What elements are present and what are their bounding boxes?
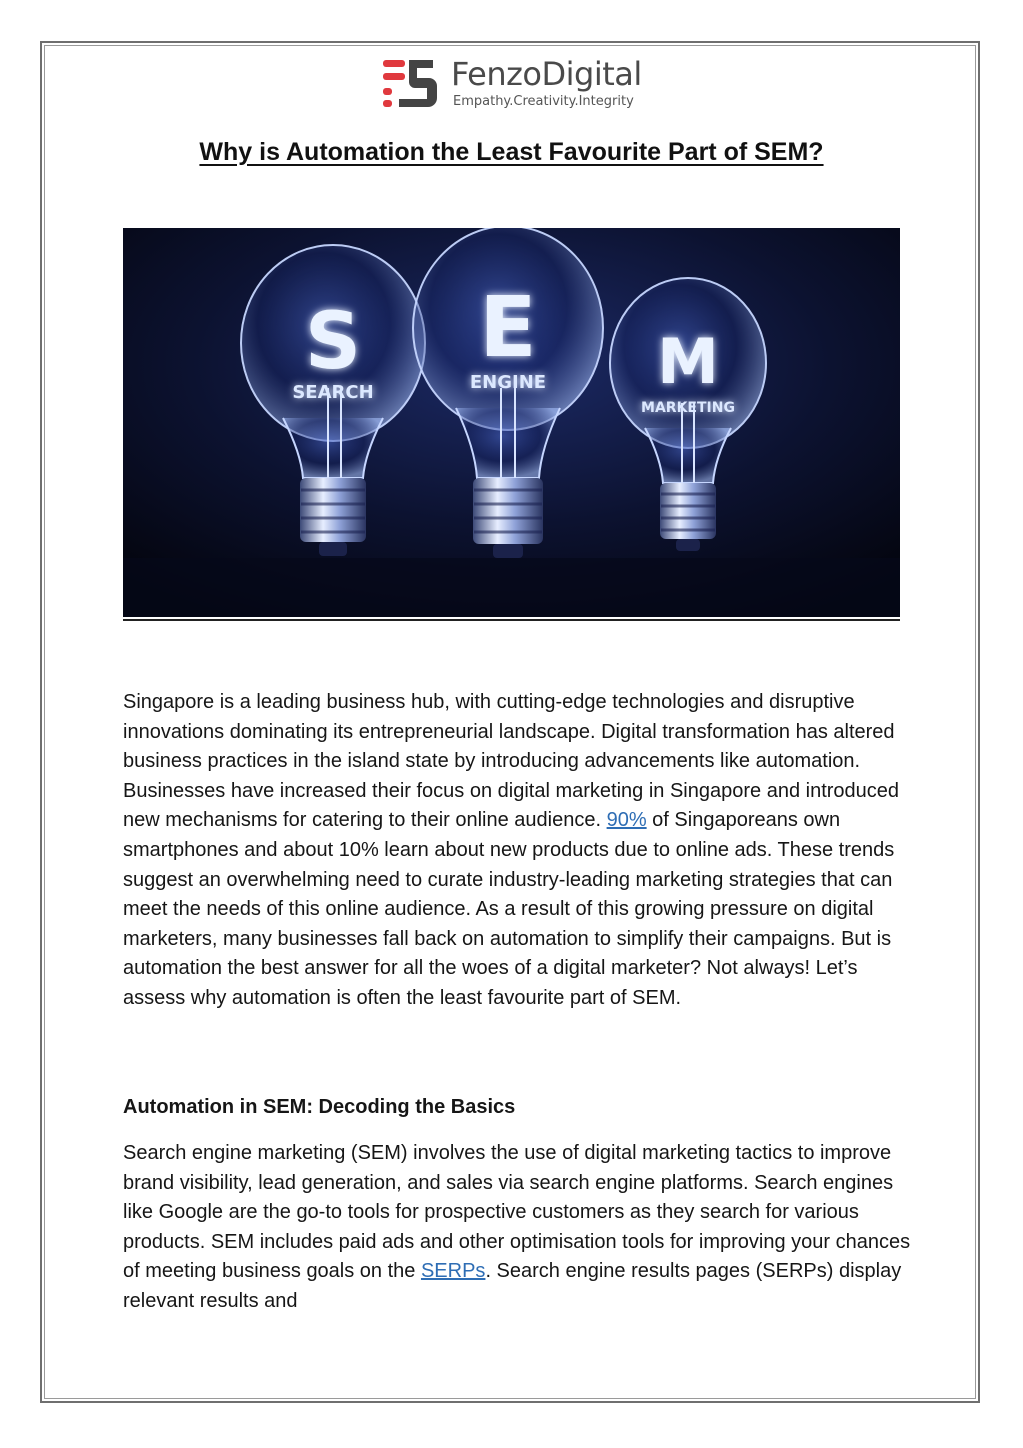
svg-text:S: S — [304, 297, 362, 387]
intro-text-start: Singapore is a leading business hub, with cutting-edge technologies and disruptive innovations dominating its entrepreneurial landscape. Digital transformation has altered business practices in the island state by introducing advancements like automation. Businesses have increased their focus on digital marketing in Singapore and introduced new mechanisms for catering to their online audience. — [123, 691, 900, 832]
brand-tagline: Empathy.Creativity.Integrity — [453, 94, 634, 109]
sem-lightbulbs-illustration — [123, 228, 900, 617]
brand-name: FenzoDigital — [451, 55, 642, 93]
stat-90-percent-link[interactable]: 90% — [606, 809, 647, 832]
intro-text-end: of Singaporeans own smartphones and about 10% learn about new products due to online ads. These trends suggest an overwhelming need to curate industry-leading marketing strategies that can meet the needs of this online audience. As a result of this growing pressure on digital marketers, many businesses fall back on automation to simplify their campaigns. But is automation the best answer for all the woes of a digital marketer? Not always! Let’s assess why automation is often the least favourite part of SEM. — [123, 809, 895, 1009]
fenzo-logo-icon — [383, 58, 439, 110]
brand-logo[interactable] — [383, 55, 645, 114]
svg-text:ENGINE: ENGINE — [469, 372, 547, 393]
svg-text:MARKETING: MARKETING — [641, 400, 735, 416]
svg-text:M: M — [657, 325, 719, 398]
svg-text:E: E — [479, 278, 537, 376]
serps-link[interactable]: SERPs — [420, 1260, 486, 1283]
svg-text:SEARCH: SEARCH — [292, 382, 374, 403]
image-divider — [123, 619, 900, 621]
section-heading: Automation in SEM: Decoding the Basics — [123, 1096, 516, 1118]
intro-paragraph — [123, 688, 913, 1014]
document-title: Why is Automation the Least Favourite Part of SEM? — [199, 138, 824, 166]
basics-text-start: Search engine marketing (SEM) involves the use of digital marketing tactics to improve brand visibility, lead generation, and sales via search engine platforms. Search engines like Google are the go-to tools for prospective customers as they search for various products. SEM includes paid ads and other optimisation tools for improving your chances of meeting business goals on the — [123, 1142, 911, 1283]
sem-basics-paragraph — [123, 1139, 913, 1317]
hero-image — [123, 228, 900, 617]
basics-text-end: . Search engine results pages (SERPs) display relevant results and — [123, 1260, 902, 1312]
